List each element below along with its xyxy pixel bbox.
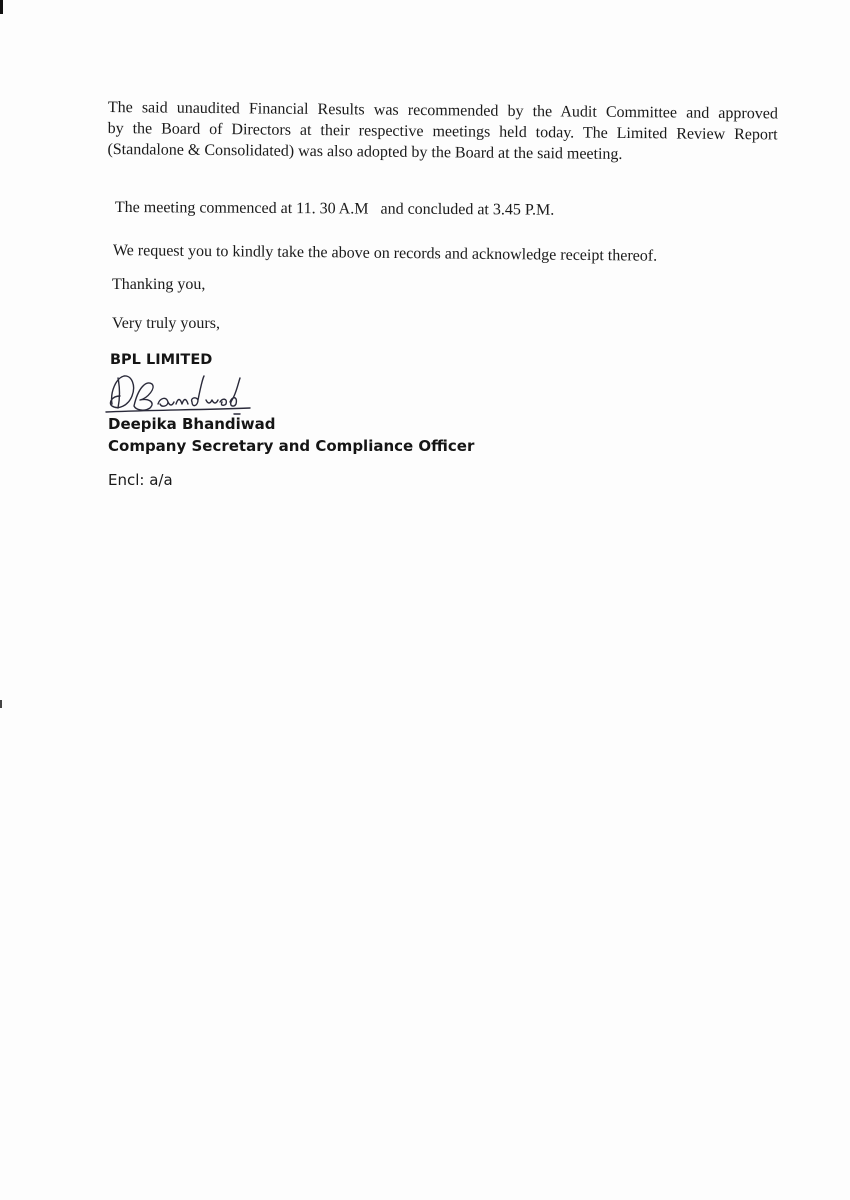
signatory-title: Company Secretary and Compliance Officer [108,437,475,455]
closing-line: Very truly yours, [112,315,220,332]
scan-edge-mark [0,0,3,14]
enclosure-note: Encl: a/a [108,471,173,489]
company-name: BPL LIMITED [110,352,213,368]
thanks-line: Thanking you, [112,276,206,293]
results-line-3: (Standalone & Consolidated) was also adopted by the Board at the said meeting. [107,141,623,164]
results-line-2: by the Board of Directors at their respective meetings held today. The Limited Review Report [107,120,778,144]
results-line-1: The said unaudited Financial Results was recommended by the Audit Committee and approved [107,98,778,123]
meeting-time-paragraph: The meeting commenced at 11. 30 A.M and concluded at 3.45 P.M. [114,198,555,219]
scan-edge-mark-lower [0,700,2,708]
signatory-name: Deepika Bhandiwad [108,415,276,433]
results-paragraph [107,97,778,167]
request-paragraph: We request you to kindly take the above on records and acknowledge receipt thereof. [112,241,658,265]
